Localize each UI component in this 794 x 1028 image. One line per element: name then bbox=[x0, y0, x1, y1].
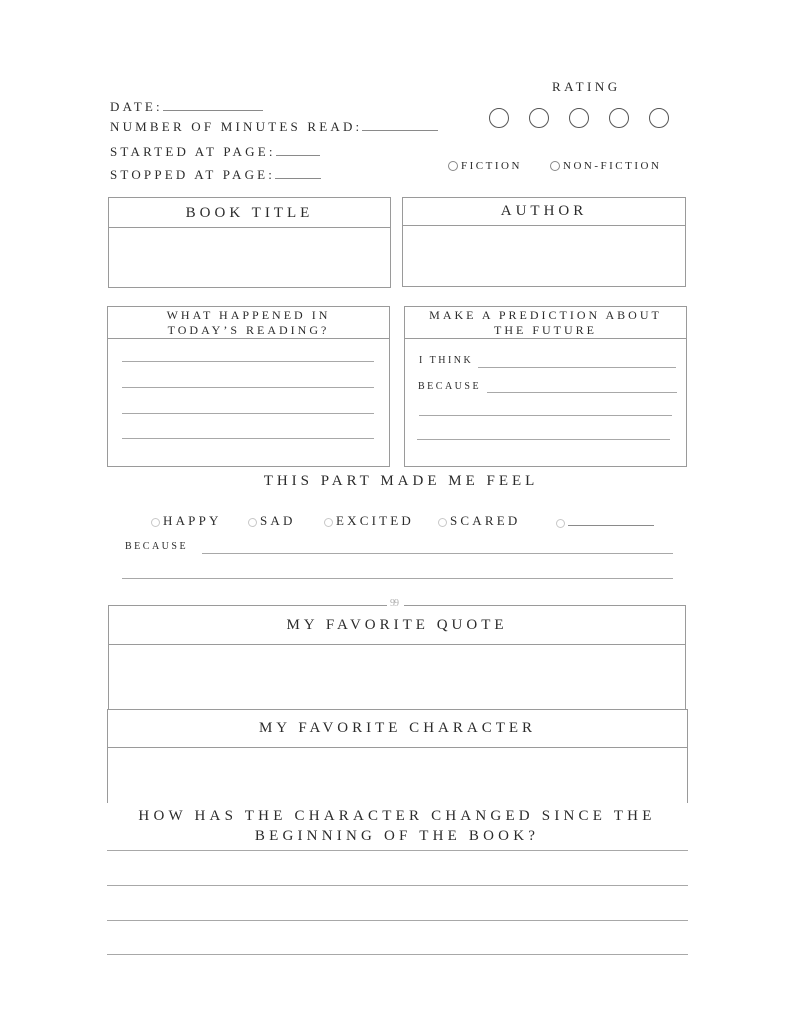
feel-because-label: BECAUSE bbox=[125, 541, 189, 552]
feel-option-scared[interactable] bbox=[438, 513, 521, 529]
quote-input[interactable] bbox=[109, 645, 685, 709]
book-title-box bbox=[108, 197, 391, 288]
what-happened-heading bbox=[108, 307, 389, 339]
character-heading: MY FAVORITE CHARACTER bbox=[258, 720, 537, 736]
feel-option-other[interactable] bbox=[556, 513, 654, 530]
non-fiction-option[interactable] bbox=[550, 160, 661, 172]
started-label: STARTED AT PAGE: bbox=[110, 144, 276, 159]
date-label: DATE: bbox=[110, 99, 163, 114]
minutes-blank[interactable] bbox=[362, 118, 438, 131]
feel-option-excited[interactable] bbox=[324, 513, 414, 529]
what-happened-line-3[interactable] bbox=[122, 413, 374, 414]
feel-option-label: EXCITED bbox=[336, 513, 414, 528]
rating-circle-2[interactable] bbox=[529, 108, 549, 128]
started-blank[interactable] bbox=[276, 143, 320, 156]
prediction-heading-line1: MAKE A PREDICTION ABOUT bbox=[429, 308, 662, 322]
feel-option-sad[interactable] bbox=[248, 513, 296, 529]
date-field[interactable] bbox=[110, 98, 263, 115]
excited-radio-icon[interactable] bbox=[324, 518, 333, 527]
feel-because-line-1[interactable] bbox=[202, 553, 673, 554]
quote-heading: MY FAVORITE QUOTE bbox=[286, 617, 508, 633]
feel-option-label: SCARED bbox=[450, 513, 521, 528]
changed-heading-line1: HOW HAS THE CHARACTER CHANGED SINCE THE bbox=[138, 808, 656, 824]
prediction-line-4[interactable] bbox=[417, 439, 670, 440]
rating-circle-5[interactable] bbox=[649, 108, 669, 128]
rating-circle-4[interactable] bbox=[609, 108, 629, 128]
feel-option-happy[interactable] bbox=[151, 513, 222, 529]
happy-radio-icon[interactable] bbox=[151, 518, 160, 527]
prediction-line-3[interactable] bbox=[419, 415, 672, 416]
feel-heading: THIS PART MADE ME FEEL bbox=[263, 473, 539, 489]
fiction-radio-icon[interactable] bbox=[448, 161, 458, 171]
prediction-heading bbox=[405, 307, 686, 339]
other-feeling-blank[interactable] bbox=[568, 513, 654, 526]
character-top-border bbox=[107, 709, 688, 710]
what-happened-line-4[interactable] bbox=[122, 438, 374, 439]
prediction-because-line[interactable] bbox=[487, 392, 677, 393]
non-fiction-label: NON-FICTION bbox=[563, 160, 662, 172]
other-radio-icon[interactable] bbox=[556, 519, 565, 528]
changed-line-3[interactable] bbox=[107, 920, 688, 921]
prediction-because-label: BECAUSE bbox=[418, 381, 482, 392]
stopped-label: STOPPED AT PAGE: bbox=[110, 167, 276, 182]
stopped-field[interactable] bbox=[110, 166, 321, 183]
feel-option-label: SAD bbox=[260, 513, 296, 528]
prediction-heading-line2: THE FUTURE bbox=[494, 323, 597, 337]
rating-label: RATING bbox=[552, 79, 621, 94]
scared-radio-icon[interactable] bbox=[438, 518, 447, 527]
changed-heading-line2: BEGINNING OF THE BOOK? bbox=[254, 828, 540, 844]
quote-top-border-left bbox=[108, 605, 387, 606]
started-field[interactable] bbox=[110, 143, 320, 160]
feel-option-label: HAPPY bbox=[163, 513, 222, 528]
fiction-option[interactable] bbox=[448, 160, 522, 172]
what-happened-heading-line1: WHAT HAPPENED IN bbox=[166, 308, 331, 322]
minutes-field[interactable] bbox=[110, 118, 438, 135]
what-happened-line-1[interactable] bbox=[122, 361, 374, 362]
non-fiction-radio-icon[interactable] bbox=[550, 161, 560, 171]
character-input[interactable] bbox=[108, 748, 687, 802]
quote-top-border-right bbox=[404, 605, 686, 606]
author-heading: AUTHOR bbox=[403, 198, 685, 226]
book-title-input[interactable] bbox=[109, 228, 390, 287]
fiction-label: FICTION bbox=[461, 160, 522, 172]
what-happened-heading-line2: TODAY’S READING? bbox=[167, 323, 330, 337]
i-think-line[interactable] bbox=[478, 367, 676, 368]
what-happened-line-2[interactable] bbox=[122, 387, 374, 388]
rating-circle-3[interactable] bbox=[569, 108, 589, 128]
changed-line-2[interactable] bbox=[107, 885, 688, 886]
author-box bbox=[402, 197, 686, 287]
book-title-heading: BOOK TITLE bbox=[109, 198, 390, 228]
stopped-blank[interactable] bbox=[275, 166, 321, 179]
rating-circle-1[interactable] bbox=[489, 108, 509, 128]
changed-line-1[interactable] bbox=[107, 850, 688, 851]
changed-line-4[interactable] bbox=[107, 954, 688, 955]
feel-because-line-2[interactable] bbox=[122, 578, 673, 579]
i-think-label: I THINK bbox=[419, 355, 474, 366]
minutes-label: NUMBER OF MINUTES READ: bbox=[110, 119, 363, 134]
date-blank[interactable] bbox=[163, 98, 263, 111]
sad-radio-icon[interactable] bbox=[248, 518, 257, 527]
author-input[interactable] bbox=[403, 226, 685, 286]
changed-heading bbox=[100, 806, 694, 846]
quote-mark-icon: 99 bbox=[390, 598, 398, 609]
